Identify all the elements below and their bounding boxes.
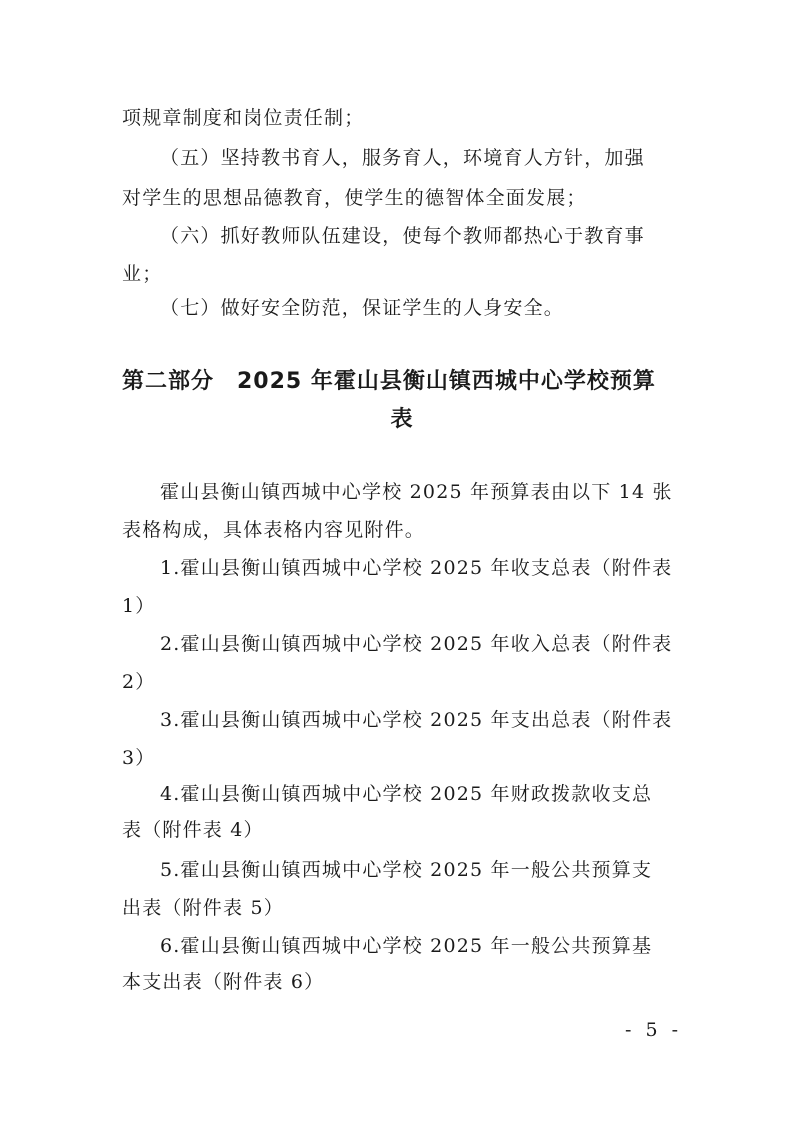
list-item-line: 2） [122,671,156,693]
list-item-line: 4.霍山县衡山镇西城中心学校 2025 年财政拨款收支总 [160,783,653,805]
text-line: 业； [122,263,163,285]
list-item-line: 出表（附件表 5） [122,897,284,919]
text-line: 项规章制度和岗位责任制； [122,107,365,129]
list-item-line: 3） [122,747,156,769]
page-number: - 5 - [624,1019,682,1041]
text-line: （五）坚持教书育人，服务育人，环境育人方针，加强 [160,147,645,169]
text-line: 对学生的思想品德教育，使学生的德智体全面发展； [122,187,587,209]
list-item-line: 本支出表（附件表 6） [122,971,325,993]
list-item-line: 1） [122,595,156,617]
list-item-line: 6.霍山县衡山镇西城中心学校 2025 年一般公共预算基 [160,935,653,957]
section-heading-continued: 表 [390,407,414,432]
paragraph-line: 霍山县衡山镇西城中心学校 2025 年预算表由以下 14 张 [160,481,673,503]
list-item-line: 1.霍山县衡山镇西城中心学校 2025 年收支总表（附件表 [160,557,673,579]
list-item-line: 2.霍山县衡山镇西城中心学校 2025 年收入总表（附件表 [160,633,673,655]
text-line: （七）做好安全防范，保证学生的人身安全。 [160,297,565,319]
section-heading: 第二部分 2025 年霍山县衡山镇西城中心学校预算 [122,369,656,394]
text-line: （六）抓好教师队伍建设，使每个教师都热心于教育事 [160,225,645,247]
list-item-line: 3.霍山县衡山镇西城中心学校 2025 年支出总表（附件表 [160,709,673,731]
list-item-line: 5.霍山县衡山镇西城中心学校 2025 年一般公共预算支 [160,859,653,881]
paragraph-line: 表格构成，具体表格内容见附件。 [122,519,426,541]
list-item-line: 表（附件表 4） [122,819,264,841]
